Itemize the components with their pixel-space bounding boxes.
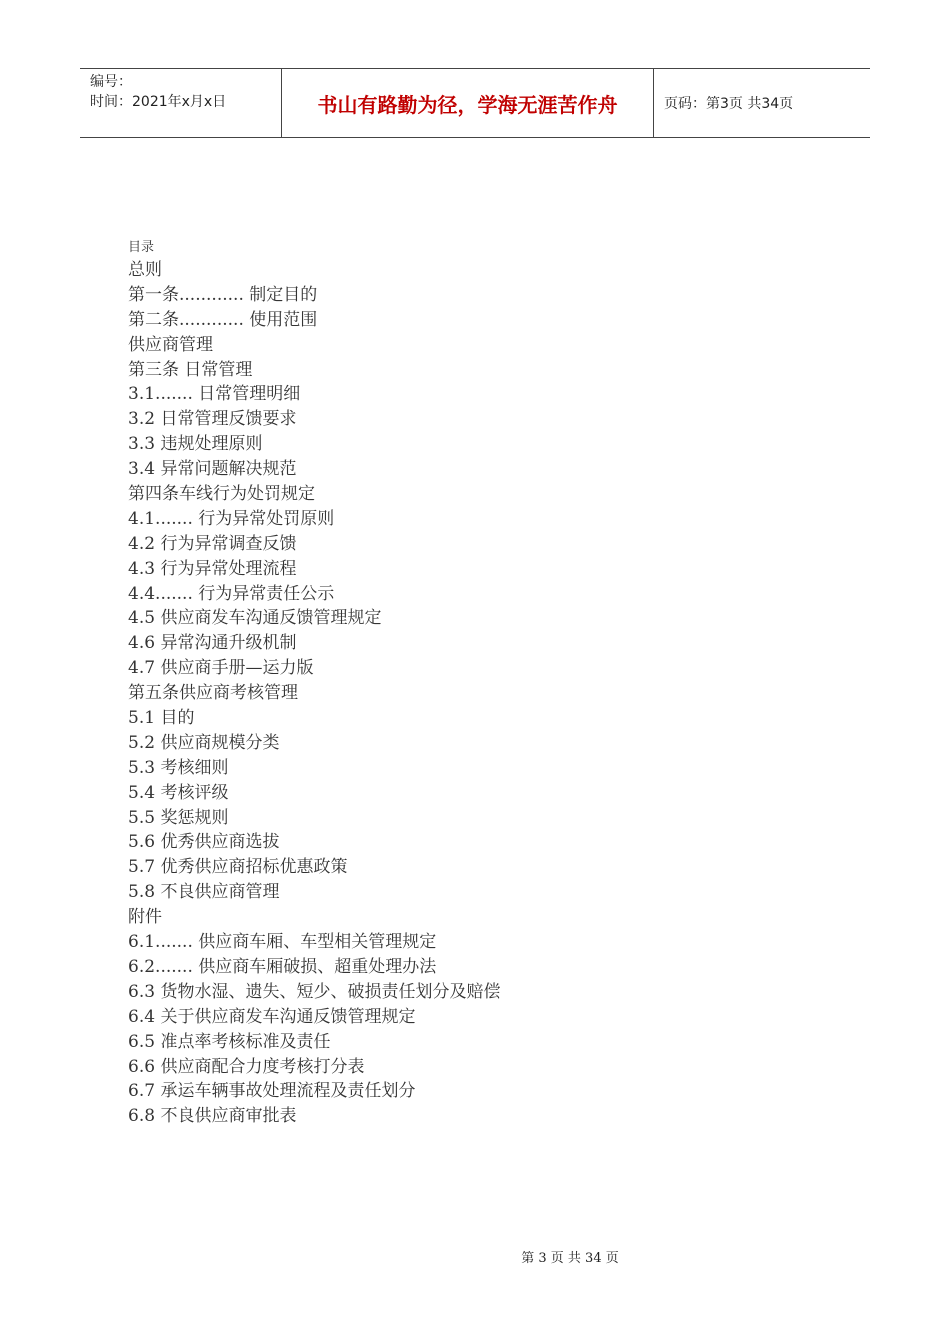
toc-item: 3.4 异常问题解决规范 <box>128 459 297 480</box>
toc-item: 5.5 奖惩规则 <box>128 807 229 828</box>
toc-item: 6.3 货物水湿、遗失、短少、破损责任划分及赔偿 <box>128 981 501 1002</box>
document-number-label: 编号： <box>90 74 132 90</box>
toc-item: 5.7 优秀供应商招标优惠政策 <box>128 857 348 878</box>
toc-item: 供应商管理 <box>128 334 213 355</box>
toc-item: 3.2 日常管理反馈要求 <box>128 409 297 430</box>
toc-item: 6.1....... 供应商车厢、车型相关管理规定 <box>128 932 437 953</box>
toc-item: 3.1....... 日常管理明细 <box>128 384 301 405</box>
page-header <box>80 68 870 138</box>
toc-item: 第一条............ 制定目的 <box>128 284 318 305</box>
page-footer: 第 3 页 共 34 页 <box>521 1251 619 1266</box>
header-info-cell <box>80 69 282 137</box>
toc-item: 3.3 违规处理原则 <box>128 434 263 455</box>
toc-item: 6.8 不良供应商审批表 <box>128 1106 297 1127</box>
toc-item: 总则 <box>128 260 162 280</box>
toc-item: 4.3 行为异常处理流程 <box>128 558 297 579</box>
toc-item: 5.4 考核评级 <box>128 782 229 803</box>
toc-item: 5.3 考核细则 <box>128 757 229 778</box>
toc-item: 4.5 供应商发车沟通反馈管理规定 <box>128 608 382 629</box>
toc-item: 6.7 承运车辆事故处理流程及责任划分 <box>128 1081 416 1102</box>
toc-item: 第四条车线行为处罚规定 <box>128 484 315 505</box>
toc-item: 第三条 日常管理 <box>128 359 253 380</box>
header-page-label: 页码：第3页 共34页 <box>664 96 794 112</box>
toc-item: 4.2 行为异常调查反馈 <box>128 533 297 554</box>
toc-item: 第五条供应商考核管理 <box>128 683 298 704</box>
toc-item: 5.8 不良供应商管理 <box>128 882 280 903</box>
header-motto-cell <box>282 69 654 137</box>
toc-item: 4.6 异常沟通升级机制 <box>128 633 297 654</box>
toc-item: 6.4 关于供应商发车沟通反馈管理规定 <box>128 1006 416 1027</box>
toc-item: 6.2....... 供应商车厢破损、超重处理办法 <box>128 956 437 977</box>
toc-item: 附件 <box>128 907 162 928</box>
toc-title: 目录 <box>128 240 155 255</box>
toc-item: 4.7 供应商手册—运力版 <box>128 658 314 679</box>
toc-item: 6.5 准点率考核标准及责任 <box>128 1031 331 1052</box>
document-date-label: 时间：2021年x月x日 <box>90 94 227 110</box>
toc-item: 5.1 目的 <box>128 708 195 729</box>
toc-item: 6.6 供应商配合力度考核打分表 <box>128 1056 365 1077</box>
table-of-contents <box>128 258 500 1129</box>
toc-item: 4.1....... 行为异常处罚原则 <box>128 508 335 529</box>
toc-item: 5.2 供应商规模分类 <box>128 732 280 753</box>
toc-item: 第二条............ 使用范围 <box>128 309 318 330</box>
header-motto: 书山有路勤为径，学海无涯苦作舟 <box>317 92 618 117</box>
toc-item: 5.6 优秀供应商选拔 <box>128 832 280 853</box>
header-page-cell <box>654 69 870 137</box>
toc-item: 4.4....... 行为异常责任公示 <box>128 583 335 604</box>
